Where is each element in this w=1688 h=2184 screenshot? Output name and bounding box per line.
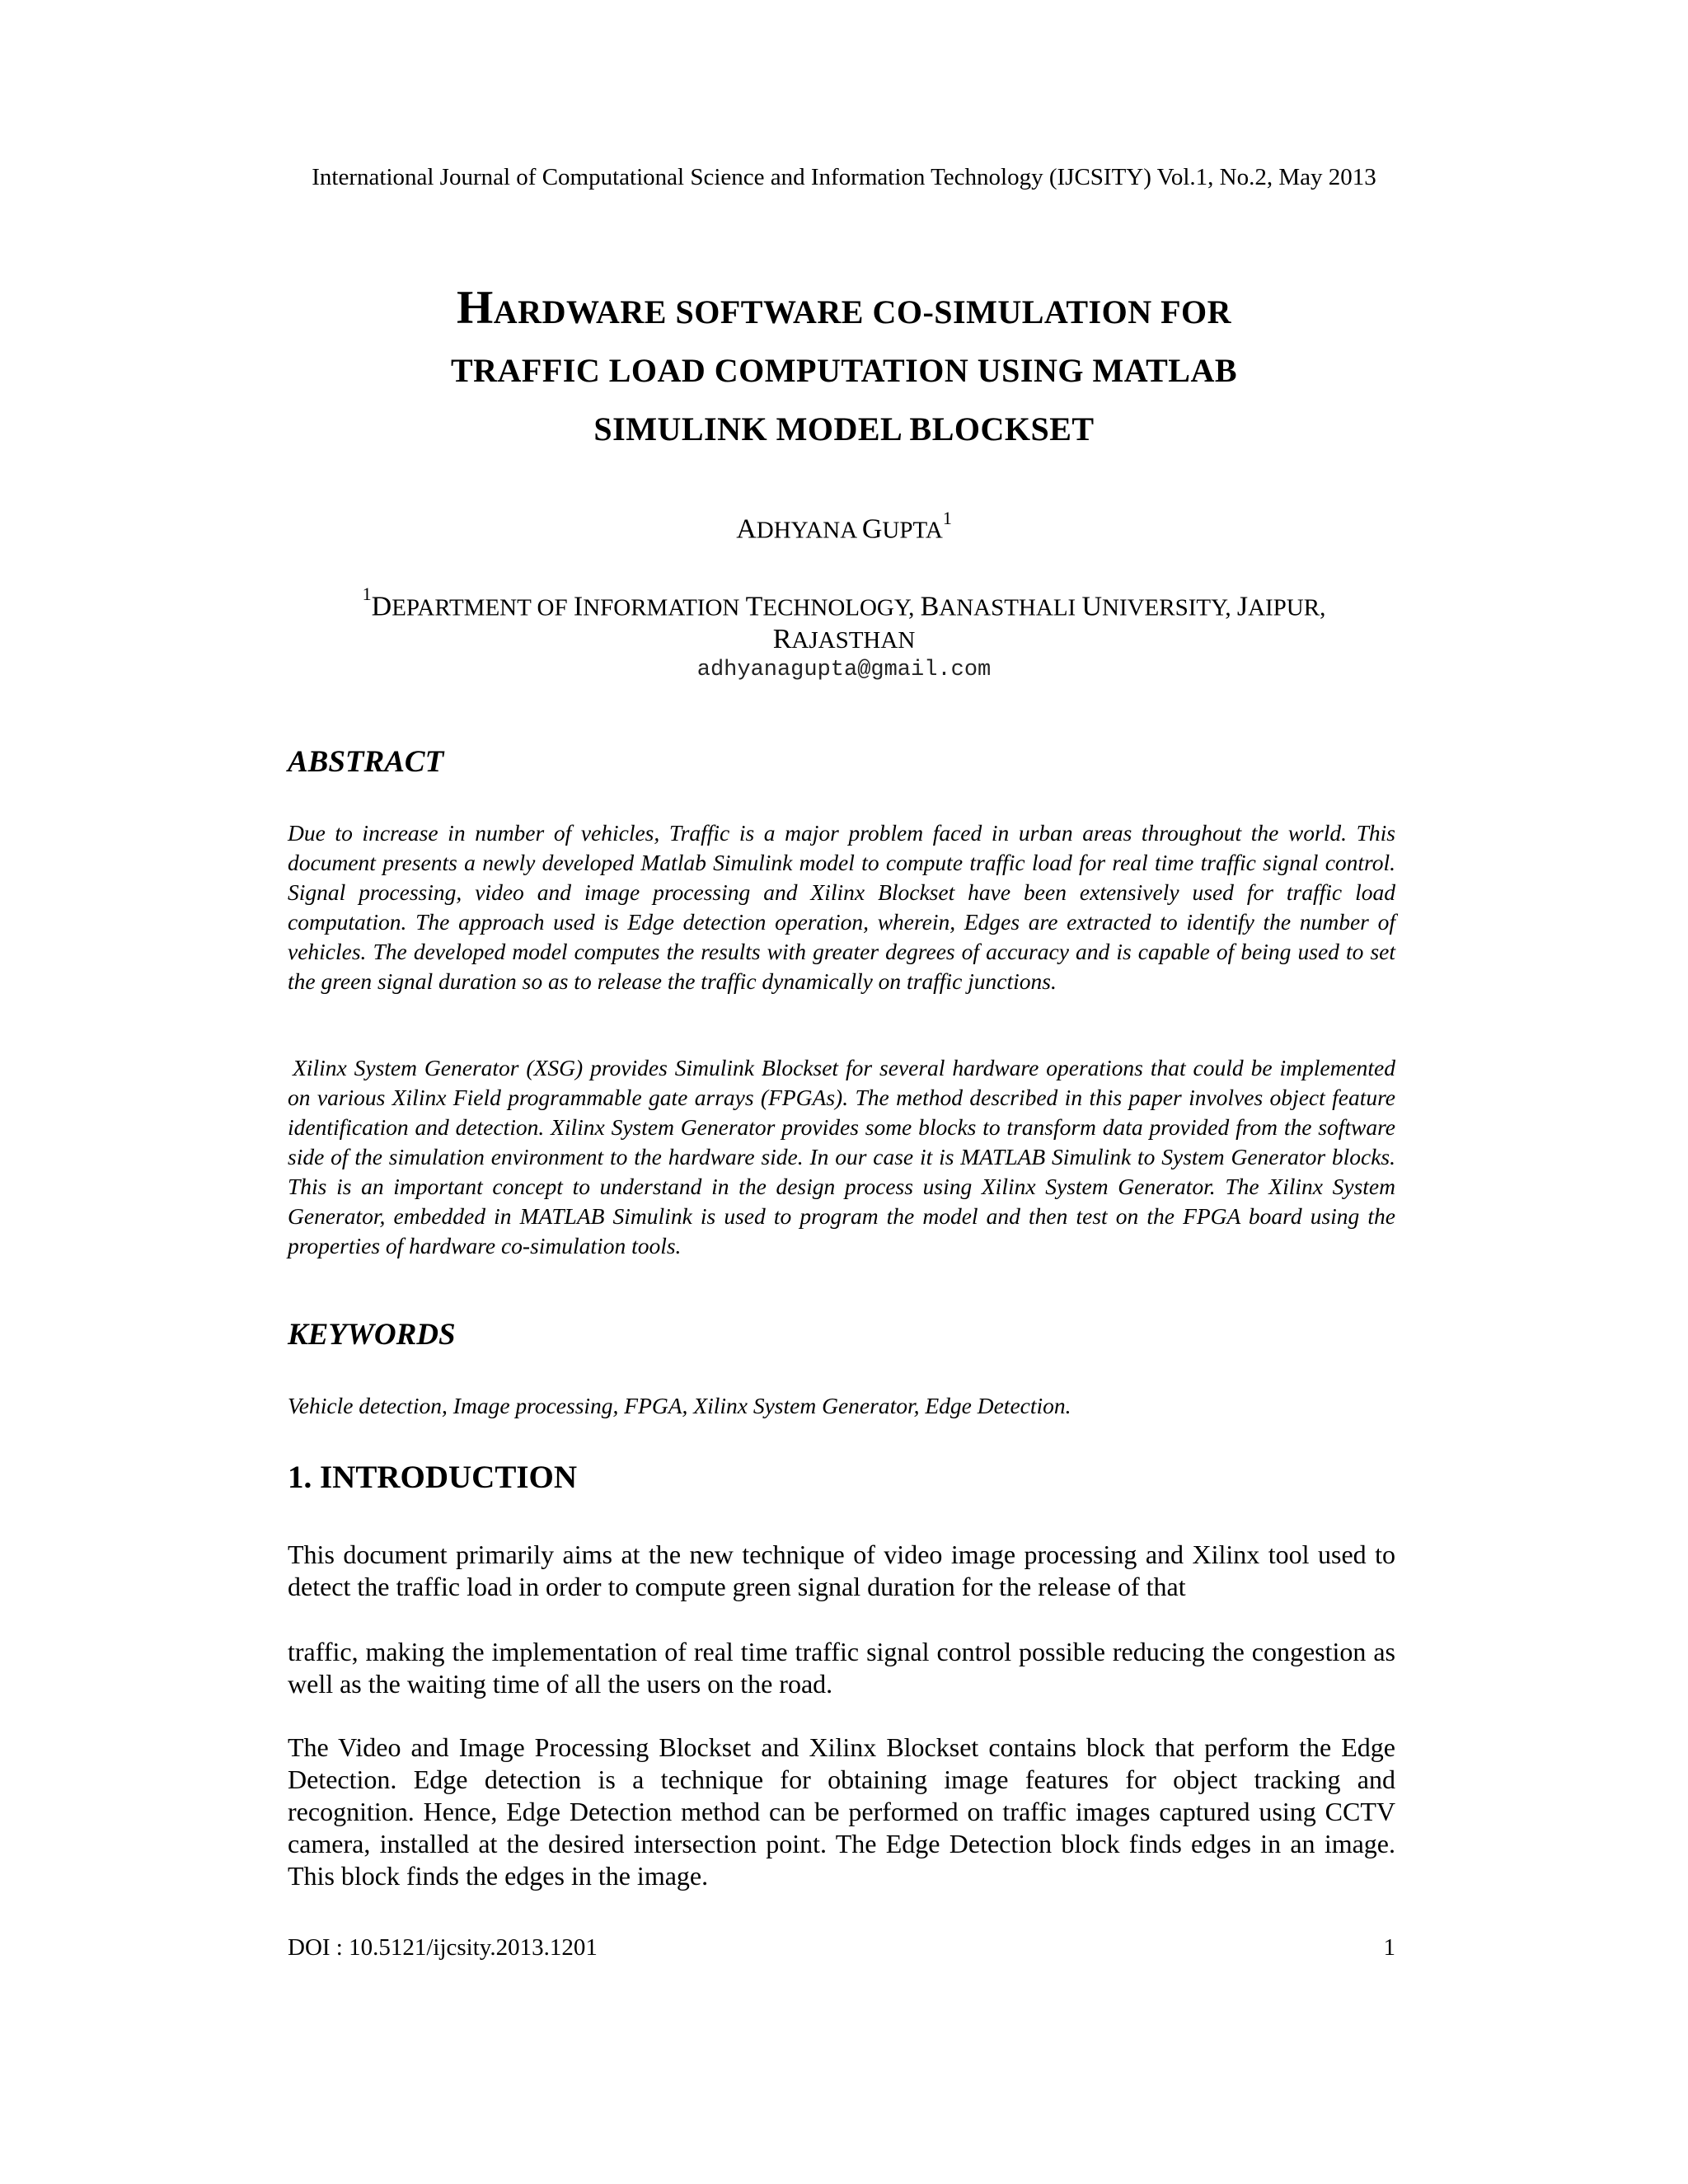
introduction-heading: 1. INTRODUCTION	[288, 1460, 578, 1495]
keywords-heading: KEYWORDS	[288, 1318, 456, 1352]
title-line-1: HARDWARE SOFTWARE CO-SIMULATION FOR	[456, 282, 1232, 334]
author-name: ADHYANA GUPTA$^1$	[736, 508, 952, 545]
abstract-heading: ABSTRACT	[288, 745, 444, 779]
running-header: International Journal of Computational Science and Information Technology (IJCSITY) Vol.1, No.2, May 2013	[312, 164, 1376, 190]
paper-title	[0, 279, 1688, 458]
title-line-3: SIMULINK MODEL BLOCKSET	[593, 410, 1095, 448]
footer-doi: DOI : 10.5121/ijcsity.2013.1201	[288, 1934, 598, 1961]
keywords-text: Vehicle detection, Image processing, FPGA, Xilinx System Generator, Edge Detection.	[288, 1393, 1071, 1418]
abstract-paragraph-2: Xilinx System Generator (XSG) provides Simulink Blockset for several hardware operations that could be implemented on various Xilinx Field programmable gate arrays (FPGAs). The method described in this paper involves object feature identification and detection. Xilinx System Generator provides some blocks to transform data provided from the software side of the simulation environment to the hardware side. In our case it is MATLAB Simulink to System Generator blocks. This is an important concept to understand in the design process using Xilinx System Generator. The Xilinx System Generator, embedded in MATLAB Simulink is used to program the model and then test on the FPGA board using the properties of hardware co-simulation tools.	[288, 1055, 1395, 1258]
introduction-paragraph-1: This document primarily aims at the new technique of video image processing and Xilinx tool used to detect the traffic load in order to compute green signal duration for the release of that	[288, 1540, 1395, 1601]
author-email: adhyanagupta@gmail.com	[696, 658, 992, 682]
introduction-paragraph-3: The Video and Image Processing Blockset and Xilinx Blockset contains block that perform the Edge Detection. Edge detection is a technique for obtaining image features for object tracking and recognition. Hence, Edge Detection method can be performed on traffic images captured using CCTV camera, installed at the desired intersection point. The Edge Detection block finds edges in an image. This block finds the edges in the image.	[288, 1732, 1395, 1891]
introduction-paragraph-2: traffic, making the implementation of real time traffic signal control possible reducing the congestion as well as the waiting time of all the users on the road.	[288, 1637, 1395, 1699]
abstract-paragraph-1: Due to increase in number of vehicles, Traffic is a major problem faced in urban areas throughout the world. This document presents a newly developed Matlab Simulink model to compute traffic load for real time traffic signal control. Signal processing, video and image processing and Xilinx Blockset have been extensively used for traffic load computation. The approach used is Edge detection operation, wherein, Edges are extracted to identify the number of vehicles. The developed model computes the results with greater degrees of accuracy and is capable of being used to set the green signal duration so as to release the traffic dynamically on traffic junctions.	[288, 820, 1395, 994]
author-affiliation: $^1$DEPARTMENT OF INFORMATION TECHNOLOGY, BANASTHALI UNIVERSITY, JAIPUR, RAJASTHAN	[362, 583, 1326, 654]
page-number: 1	[1383, 1934, 1395, 1961]
title-line-2: TRAFFIC LOAD COMPUTATION USING MATLAB	[450, 352, 1238, 389]
